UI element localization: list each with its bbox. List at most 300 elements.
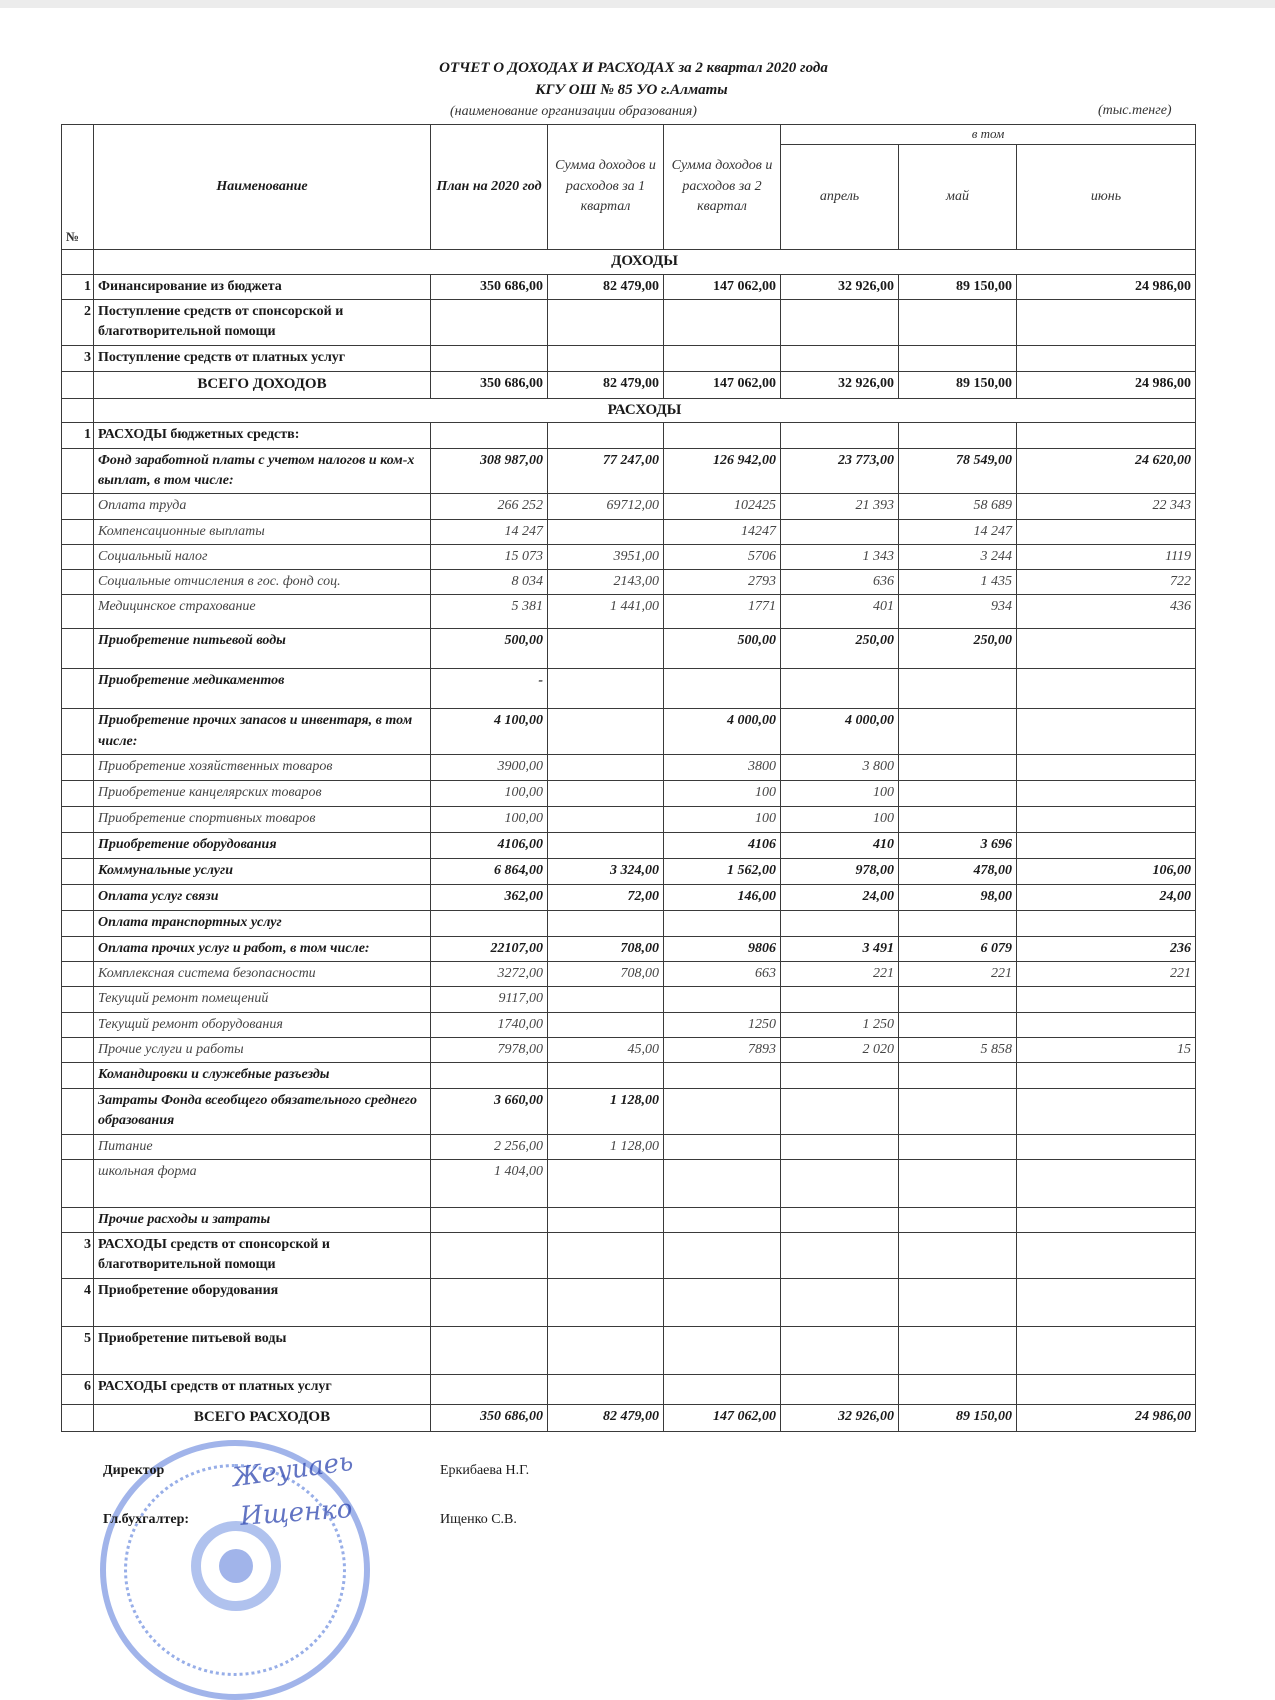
cell-q2 xyxy=(664,1159,781,1207)
cell-q2: 100 xyxy=(664,781,781,807)
cell-april xyxy=(781,1233,899,1279)
cell-june xyxy=(1017,1012,1196,1037)
cell-april xyxy=(781,1279,899,1327)
table-row xyxy=(62,1279,1196,1327)
row-name: РАСХОДЫ средств от платных услуг xyxy=(94,1375,431,1405)
row-name: Приобретение питьевой воды xyxy=(94,629,431,669)
row-name: Поступление средств от платных услуг xyxy=(94,345,431,371)
cell-q1 xyxy=(548,911,664,936)
cell-plan: 4106,00 xyxy=(431,833,548,859)
stamp-emblem-icon xyxy=(219,1549,253,1583)
cell-q1 xyxy=(548,781,664,807)
cell-may: 89 150,00 xyxy=(899,274,1017,299)
cell-april: 4 000,00 xyxy=(781,709,899,755)
row-number xyxy=(62,962,94,987)
cell-may xyxy=(899,345,1017,371)
cell-april: 3 491 xyxy=(781,936,899,961)
cell-plan xyxy=(431,345,548,371)
row-number: 5 xyxy=(62,1327,94,1375)
row-name: Приобретение оборудования xyxy=(94,1279,431,1327)
row-name: Командировки и служебные разъезды xyxy=(94,1063,431,1088)
cell-april xyxy=(781,1088,899,1134)
cell-q1 xyxy=(548,1012,664,1037)
cell-june xyxy=(1017,1375,1196,1405)
cell-june: 221 xyxy=(1017,962,1196,987)
col-header-april: апрель xyxy=(781,144,899,249)
cell-plan xyxy=(431,1207,548,1232)
row-number xyxy=(62,544,94,569)
cell-april: 1 250 xyxy=(781,1012,899,1037)
cell-april: 23 773,00 xyxy=(781,448,899,494)
cell-april xyxy=(781,299,899,345)
cell-plan: 3900,00 xyxy=(431,755,548,781)
cell-may xyxy=(899,755,1017,781)
cell-june xyxy=(1017,1088,1196,1134)
scan-edge xyxy=(0,0,1275,8)
cell-may: 221 xyxy=(899,962,1017,987)
cell-april: 100 xyxy=(781,807,899,833)
cell-plan xyxy=(431,1063,548,1088)
cell-may: 250,00 xyxy=(899,629,1017,669)
row-name: Текущий ремонт оборудования xyxy=(94,1012,431,1037)
cell-may: 3 696 xyxy=(899,833,1017,859)
row-number xyxy=(62,885,94,911)
income-section-label: ДОХОДЫ xyxy=(94,249,1196,274)
cell-q1: 1 128,00 xyxy=(548,1088,664,1134)
table-row xyxy=(62,1012,1196,1037)
table-row xyxy=(62,709,1196,755)
cell-q1: 2143,00 xyxy=(548,570,664,595)
cell-april xyxy=(781,1063,899,1088)
cell-q1 xyxy=(548,345,664,371)
accountant-name: Ищенко С.В. xyxy=(440,1512,517,1527)
cell-may: 5 858 xyxy=(899,1037,1017,1062)
cell-april xyxy=(781,911,899,936)
row-name: Оплата прочих услуг и работ, в том числе: xyxy=(94,936,431,961)
row-number xyxy=(62,1012,94,1037)
cell-q2: 3800 xyxy=(664,755,781,781)
cell-june xyxy=(1017,1063,1196,1088)
cell-q1 xyxy=(548,1233,664,1279)
row-number: 2 xyxy=(62,299,94,345)
row-name: Фонд заработной платы с учетом налогов и ком-х выплат, в том числе: xyxy=(94,448,431,494)
cell-q2 xyxy=(664,299,781,345)
row-name: Приобретение оборудования xyxy=(94,833,431,859)
cell-may xyxy=(899,1207,1017,1232)
row-name: Приобретение медикаментов xyxy=(94,669,431,709)
cell-april xyxy=(781,423,899,448)
row-number xyxy=(62,448,94,494)
cell-q1 xyxy=(548,1159,664,1207)
table-row xyxy=(62,544,1196,569)
cell-april xyxy=(781,1327,899,1375)
cell-plan xyxy=(431,1327,548,1375)
cell-q2 xyxy=(664,1207,781,1232)
cell-q2 xyxy=(664,1088,781,1134)
table-row xyxy=(62,423,1196,448)
cell-q1 xyxy=(548,1327,664,1375)
row-number xyxy=(62,807,94,833)
cell-june xyxy=(1017,1279,1196,1327)
cell-april xyxy=(781,519,899,544)
cell-june: 15 xyxy=(1017,1037,1196,1062)
row-number xyxy=(62,1207,94,1232)
cell-plan: 8 034 xyxy=(431,570,548,595)
cell-q2: 7893 xyxy=(664,1037,781,1062)
col-header-plan: План на 2020 год xyxy=(431,125,548,250)
cell-may: 78 549,00 xyxy=(899,448,1017,494)
cell-april xyxy=(781,1159,899,1207)
cell-may xyxy=(899,1233,1017,1279)
cell-june: 436 xyxy=(1017,595,1196,629)
row-name: Оплата транспортных услуг xyxy=(94,911,431,936)
cell-q2 xyxy=(664,423,781,448)
table-row xyxy=(62,807,1196,833)
cell-q2 xyxy=(664,669,781,709)
cell-june xyxy=(1017,1327,1196,1375)
cell-may xyxy=(899,1279,1017,1327)
cell-q1: 69712,00 xyxy=(548,494,664,519)
row-number: 6 xyxy=(62,1375,94,1405)
row-name: Оплата труда xyxy=(94,494,431,519)
cell-q2 xyxy=(664,911,781,936)
cell-q1: 1 128,00 xyxy=(548,1134,664,1159)
cell-may: 1 435 xyxy=(899,570,1017,595)
row-number xyxy=(62,669,94,709)
cell-april: 2 020 xyxy=(781,1037,899,1062)
cell-plan: 266 252 xyxy=(431,494,548,519)
cell-april: 100 xyxy=(781,781,899,807)
table-row xyxy=(62,274,1196,299)
row-name: Затраты Фонда всеобщего обязательного среднего образования xyxy=(94,1088,431,1134)
organization-caption: (наименование организации образования) xyxy=(450,104,697,119)
director-name: Еркибаева Н.Г. xyxy=(440,1463,530,1478)
col-header-q2: Сумма доходов и расходов за 2 квартал xyxy=(664,125,781,250)
cell-may: 14 247 xyxy=(899,519,1017,544)
cell-plan: 350 686,00 xyxy=(431,274,548,299)
col-header-name: Наименование xyxy=(94,125,431,250)
cell-april: 21 393 xyxy=(781,494,899,519)
row-name: Поступление средств от спонсорской и благотворительной помощи xyxy=(94,299,431,345)
cell-june: 24,00 xyxy=(1017,885,1196,911)
total-q2: 147 062,00 xyxy=(664,371,781,398)
table-row xyxy=(62,1063,1196,1088)
cell-may: 98,00 xyxy=(899,885,1017,911)
table-row xyxy=(62,345,1196,371)
cell-may xyxy=(899,1063,1017,1088)
cell-q2: 4 000,00 xyxy=(664,709,781,755)
cell-q1 xyxy=(548,987,664,1012)
row-number xyxy=(62,1037,94,1062)
cell-plan: 15 073 xyxy=(431,544,548,569)
cell-june xyxy=(1017,1159,1196,1207)
cell-q2 xyxy=(664,987,781,1012)
row-name: Компенсационные выплаты xyxy=(94,519,431,544)
table-row xyxy=(62,911,1196,936)
cell-april: 1 343 xyxy=(781,544,899,569)
total-plan: 350 686,00 xyxy=(431,371,548,398)
cell-q2: 1771 xyxy=(664,595,781,629)
cell-plan xyxy=(431,911,548,936)
cell-june xyxy=(1017,423,1196,448)
cell-q1 xyxy=(548,1207,664,1232)
cell-q2: 147 062,00 xyxy=(664,274,781,299)
row-name: Прочие услуги и работы xyxy=(94,1037,431,1062)
row-name: Оплата услуг связи xyxy=(94,885,431,911)
cell-q2: 9806 xyxy=(664,936,781,961)
cell-may xyxy=(899,1375,1017,1405)
table-row xyxy=(62,781,1196,807)
row-number xyxy=(62,709,94,755)
cell-may xyxy=(899,987,1017,1012)
cell-june xyxy=(1017,807,1196,833)
row-name: Приобретение прочих запасов и инвентаря, в том числе: xyxy=(94,709,431,755)
total-plan: 350 686,00 xyxy=(431,1405,548,1432)
row-name: Комплексная система безопасности xyxy=(94,962,431,987)
table-row xyxy=(62,1207,1196,1232)
cell-may: 478,00 xyxy=(899,859,1017,885)
cell-q1: 708,00 xyxy=(548,962,664,987)
cell-june xyxy=(1017,987,1196,1012)
table-row xyxy=(62,859,1196,885)
cell-may xyxy=(899,709,1017,755)
row-name: Прочие расходы и затраты xyxy=(94,1207,431,1232)
cell-q2: 663 xyxy=(664,962,781,987)
cell-plan xyxy=(431,299,548,345)
cell-june: 722 xyxy=(1017,570,1196,595)
table-row xyxy=(62,987,1196,1012)
table-row xyxy=(62,570,1196,595)
table-row xyxy=(62,1159,1196,1207)
cell-q2 xyxy=(664,1279,781,1327)
row-number xyxy=(62,570,94,595)
cell-q2: 100 xyxy=(664,807,781,833)
cell-q2 xyxy=(664,1233,781,1279)
income-expense-table xyxy=(61,124,1196,1432)
cell-june xyxy=(1017,709,1196,755)
row-name: Приобретение спортивных товаров xyxy=(94,807,431,833)
cell-q2 xyxy=(664,345,781,371)
cell-q1 xyxy=(548,629,664,669)
col-header-no: № xyxy=(62,125,94,250)
cell-plan: 6 864,00 xyxy=(431,859,548,885)
row-number xyxy=(62,1063,94,1088)
cell-may xyxy=(899,1327,1017,1375)
cell-q2 xyxy=(664,1134,781,1159)
cell-plan: 2 256,00 xyxy=(431,1134,548,1159)
expense-section-label: РАСХОДЫ xyxy=(94,398,1196,423)
total-label: ВСЕГО РАСХОДОВ xyxy=(94,1405,431,1432)
row-name: Финансирование из бюджета xyxy=(94,274,431,299)
cell-may xyxy=(899,1159,1017,1207)
cell-q1 xyxy=(548,423,664,448)
total-row xyxy=(62,371,1196,398)
cell-may xyxy=(899,911,1017,936)
cell-april: 32 926,00 xyxy=(781,274,899,299)
row-number: 1 xyxy=(62,274,94,299)
row-name: РАСХОДЫ бюджетных средств: xyxy=(94,423,431,448)
table-row xyxy=(62,1088,1196,1134)
cell-plan: 500,00 xyxy=(431,629,548,669)
table-row xyxy=(62,1375,1196,1405)
row-name: Текущий ремонт помещений xyxy=(94,987,431,1012)
row-number: 1 xyxy=(62,423,94,448)
cell-q1 xyxy=(548,299,664,345)
director-signature: Жеуиаеь xyxy=(230,1446,355,1494)
table-row xyxy=(62,494,1196,519)
cell-may xyxy=(899,423,1017,448)
cell-may xyxy=(899,1012,1017,1037)
col-header-group: в том xyxy=(781,125,1196,145)
col-header-may: май xyxy=(899,144,1017,249)
row-number xyxy=(62,629,94,669)
cell-plan: 308 987,00 xyxy=(431,448,548,494)
accountant-signature: Ищенко xyxy=(239,1494,354,1532)
cell-may xyxy=(899,1134,1017,1159)
row-number xyxy=(62,781,94,807)
table-row xyxy=(62,595,1196,629)
cell-may xyxy=(899,1088,1017,1134)
table-row xyxy=(62,1134,1196,1159)
director-label: Директор xyxy=(103,1463,165,1478)
table-row xyxy=(62,1233,1196,1279)
cell-q1 xyxy=(548,807,664,833)
row-number xyxy=(62,833,94,859)
cell-june: 106,00 xyxy=(1017,859,1196,885)
cell-may xyxy=(899,807,1017,833)
cell-june xyxy=(1017,669,1196,709)
cell-june xyxy=(1017,911,1196,936)
cell-may xyxy=(899,781,1017,807)
cell-april xyxy=(781,1134,899,1159)
report-title: ОТЧЕТ О ДОХОДАХ И РАСХОДАХ за 2 квартал 2020 года xyxy=(439,60,828,76)
cell-q2: 2793 xyxy=(664,570,781,595)
no-cell xyxy=(62,1405,94,1432)
row-name: Питание xyxy=(94,1134,431,1159)
cell-plan: 9117,00 xyxy=(431,987,548,1012)
total-may: 89 150,00 xyxy=(899,371,1017,398)
cell-plan: 3272,00 xyxy=(431,962,548,987)
cell-april: 221 xyxy=(781,962,899,987)
table-row xyxy=(62,669,1196,709)
cell-q2: 1250 xyxy=(664,1012,781,1037)
table-row xyxy=(62,833,1196,859)
cell-april xyxy=(781,1207,899,1232)
table-row xyxy=(62,936,1196,961)
cell-april: 24,00 xyxy=(781,885,899,911)
cell-june xyxy=(1017,755,1196,781)
cell-q2 xyxy=(664,1063,781,1088)
cell-june xyxy=(1017,781,1196,807)
cell-q2 xyxy=(664,1375,781,1405)
cell-april xyxy=(781,1375,899,1405)
cell-q2: 146,00 xyxy=(664,885,781,911)
col-header-q1: Сумма доходов и расходов за 1 квартал xyxy=(548,125,664,250)
cell-q1 xyxy=(548,519,664,544)
cell-april xyxy=(781,987,899,1012)
cell-plan: 4 100,00 xyxy=(431,709,548,755)
cell-june xyxy=(1017,345,1196,371)
cell-plan: 3 660,00 xyxy=(431,1088,548,1134)
cell-q1: 82 479,00 xyxy=(548,274,664,299)
cell-q2: 500,00 xyxy=(664,629,781,669)
cell-q2: 126 942,00 xyxy=(664,448,781,494)
expense-section xyxy=(62,398,1196,423)
total-q1: 82 479,00 xyxy=(548,1405,664,1432)
cell-plan: 1740,00 xyxy=(431,1012,548,1037)
cell-may: 6 079 xyxy=(899,936,1017,961)
row-number xyxy=(62,494,94,519)
accountant-label: Гл.бухгалтер: xyxy=(103,1512,190,1527)
table-row xyxy=(62,448,1196,494)
income-section xyxy=(62,249,1196,274)
row-number xyxy=(62,1134,94,1159)
table-row xyxy=(62,885,1196,911)
cell-plan: 14 247 xyxy=(431,519,548,544)
cell-q2: 1 562,00 xyxy=(664,859,781,885)
cell-plan: 22107,00 xyxy=(431,936,548,961)
row-number xyxy=(62,1088,94,1134)
cell-q1 xyxy=(548,1375,664,1405)
row-name: Коммунальные услуги xyxy=(94,859,431,885)
cell-q1: 3951,00 xyxy=(548,544,664,569)
no-cell xyxy=(62,371,94,398)
table-row xyxy=(62,755,1196,781)
cell-plan xyxy=(431,1375,548,1405)
cell-june: 1119 xyxy=(1017,544,1196,569)
cell-may xyxy=(899,299,1017,345)
total-june: 24 986,00 xyxy=(1017,371,1196,398)
row-number xyxy=(62,936,94,961)
cell-q1: 45,00 xyxy=(548,1037,664,1062)
total-row xyxy=(62,1405,1196,1432)
cell-plan xyxy=(431,1233,548,1279)
cell-april xyxy=(781,345,899,371)
row-name: РАСХОДЫ средств от спонсорской и благотворительной помощи xyxy=(94,1233,431,1279)
row-number xyxy=(62,859,94,885)
total-may: 89 150,00 xyxy=(899,1405,1017,1432)
total-june: 24 986,00 xyxy=(1017,1405,1196,1432)
cell-q1 xyxy=(548,833,664,859)
cell-q1 xyxy=(548,1063,664,1088)
row-number xyxy=(62,911,94,936)
total-q2: 147 062,00 xyxy=(664,1405,781,1432)
cell-june xyxy=(1017,519,1196,544)
cell-june xyxy=(1017,299,1196,345)
cell-plan xyxy=(431,423,548,448)
row-name: Социальный налог xyxy=(94,544,431,569)
cell-april: 636 xyxy=(781,570,899,595)
table-row xyxy=(62,629,1196,669)
cell-june xyxy=(1017,1134,1196,1159)
cell-q1: 708,00 xyxy=(548,936,664,961)
cell-q1: 3 324,00 xyxy=(548,859,664,885)
total-april: 32 926,00 xyxy=(781,371,899,398)
col-header-june: июнь xyxy=(1017,144,1196,249)
total-april: 32 926,00 xyxy=(781,1405,899,1432)
cell-may: 58 689 xyxy=(899,494,1017,519)
cell-may: 3 244 xyxy=(899,544,1017,569)
row-name: школьная форма xyxy=(94,1159,431,1207)
cell-plan: 5 381 xyxy=(431,595,548,629)
cell-q1 xyxy=(548,1279,664,1327)
cell-june: 22 343 xyxy=(1017,494,1196,519)
row-number: 3 xyxy=(62,1233,94,1279)
row-number xyxy=(62,1159,94,1207)
table-row xyxy=(62,1327,1196,1375)
row-name: Приобретение питьевой воды xyxy=(94,1327,431,1375)
cell-plan: - xyxy=(431,669,548,709)
